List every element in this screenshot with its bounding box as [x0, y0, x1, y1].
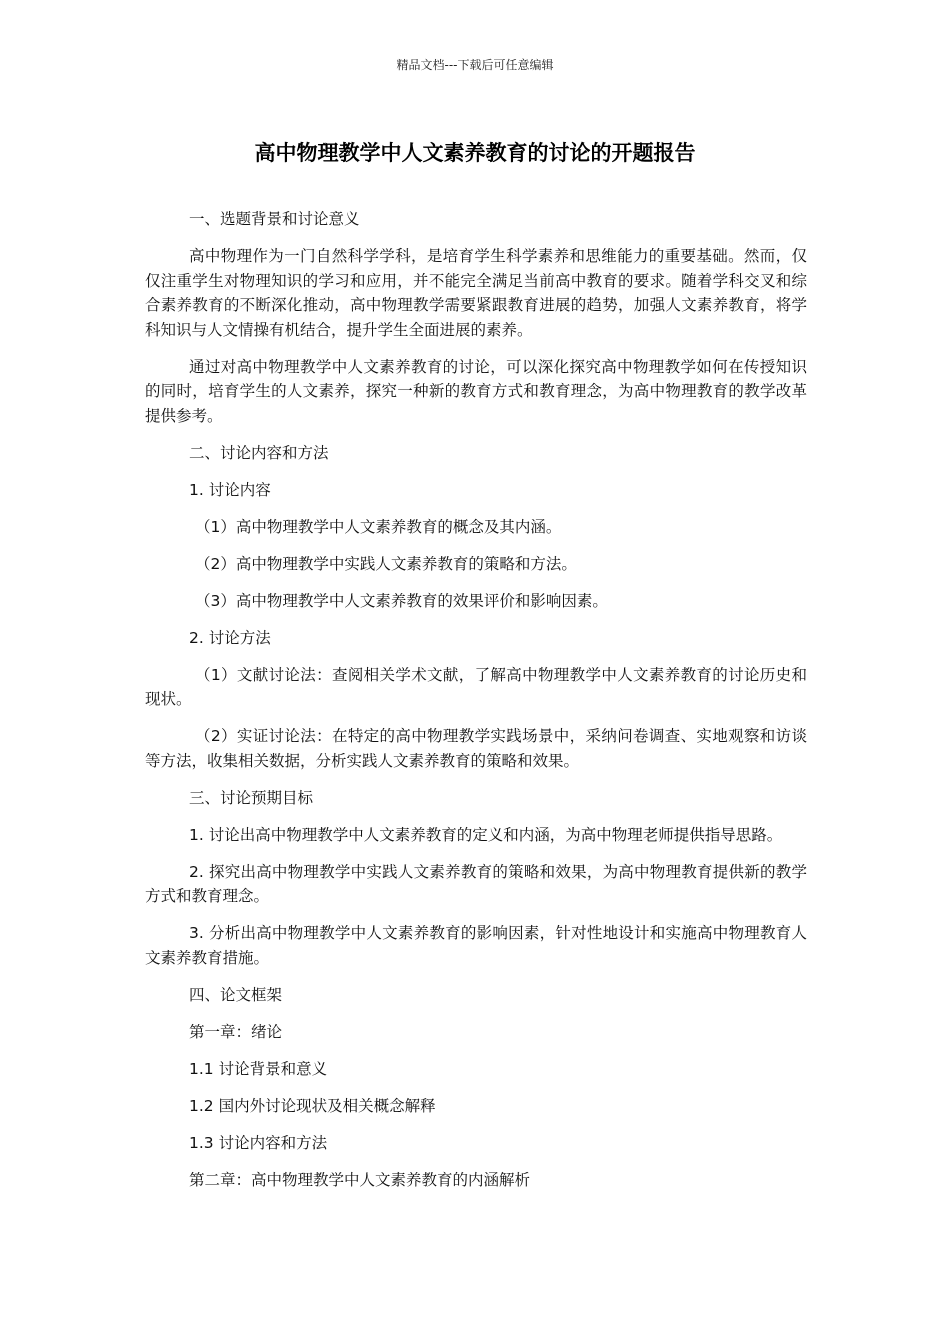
list-item: （3）高中物理教学中人文素养教育的效果评价和影响因素。	[195, 591, 608, 610]
document-body	[145, 207, 807, 1205]
page-header: 精品文档---下载后可任意编辑	[396, 58, 554, 72]
document-title: 高中物理教学中人文素养教育的讨论的开题报告	[254, 141, 696, 165]
paragraph: 高中物理作为一门自然科学学科，是培育学生科学素养和思维能力的重要基础。然而，仅仅注重学生对物理知识的学习和应用，并不能完全满足当前高中教育的要求。随着学科交叉和综合素养教育的不断深化推动，高中物理教学需要紧跟教育进展的趋势，加强人文素养教育，将学科知识与人文情操有机结合，提升学生全面进展的素养。	[145, 247, 807, 339]
section-heading: 三、讨论预期目标	[189, 788, 314, 807]
list-item: 2. 探究出高中物理教学中实践人文素养教育的策略和效果，为高中物理教育提供新的教学方式和教育理念。	[145, 862, 807, 905]
subsection-heading: 1. 讨论内容	[189, 480, 271, 499]
section-heading: 四、论文框架	[189, 985, 283, 1004]
list-item: （2）高中物理教学中实践人文素养教育的策略和方法。	[195, 554, 577, 573]
section-heading: 一、选题背景和讨论意义	[189, 210, 360, 228]
paragraph: 通过对高中物理教学中人文素养教育的讨论，可以深化探究高中物理教学如何在传授知识的同时，培育学生的人文素养，探究一种新的教育方式和教育理念，为高中物理教育的教学改革提供参考。	[145, 357, 807, 425]
outline-item: 1.1 讨论背景和意义	[189, 1059, 328, 1078]
chapter-heading: 第一章：绪论	[189, 1022, 283, 1041]
outline-item: 1.2 国内外讨论现状及相关概念解释	[189, 1096, 436, 1115]
section-heading: 二、讨论内容和方法	[189, 443, 329, 462]
list-item: （2）实证讨论法：在特定的高中物理教学实践场景中，采纳问卷调查、实地观察和访谈等方法，收集相关数据，分析实践人文素养教育的策略和效果。	[145, 727, 807, 770]
list-item: （1）高中物理教学中人文素养教育的概念及其内涵。	[195, 517, 562, 536]
chapter-heading: 第二章：高中物理教学中人文素养教育的内涵解析	[189, 1170, 531, 1189]
list-item: （1）文献讨论法：查阅相关学术文献，了解高中物理教学中人文素养教育的讨论历史和现状。	[145, 665, 807, 708]
list-item: 3. 分析出高中物理教学中人文素养教育的影响因素，针对性地设计和实施高中物理教育人文素养教育措施。	[145, 924, 807, 967]
outline-item: 1.3 讨论内容和方法	[189, 1133, 328, 1152]
list-item: 1. 讨论出高中物理教学中人文素养教育的定义和内涵，为高中物理老师提供指导思路。	[189, 825, 783, 844]
subsection-heading: 2. 讨论方法	[189, 628, 271, 647]
